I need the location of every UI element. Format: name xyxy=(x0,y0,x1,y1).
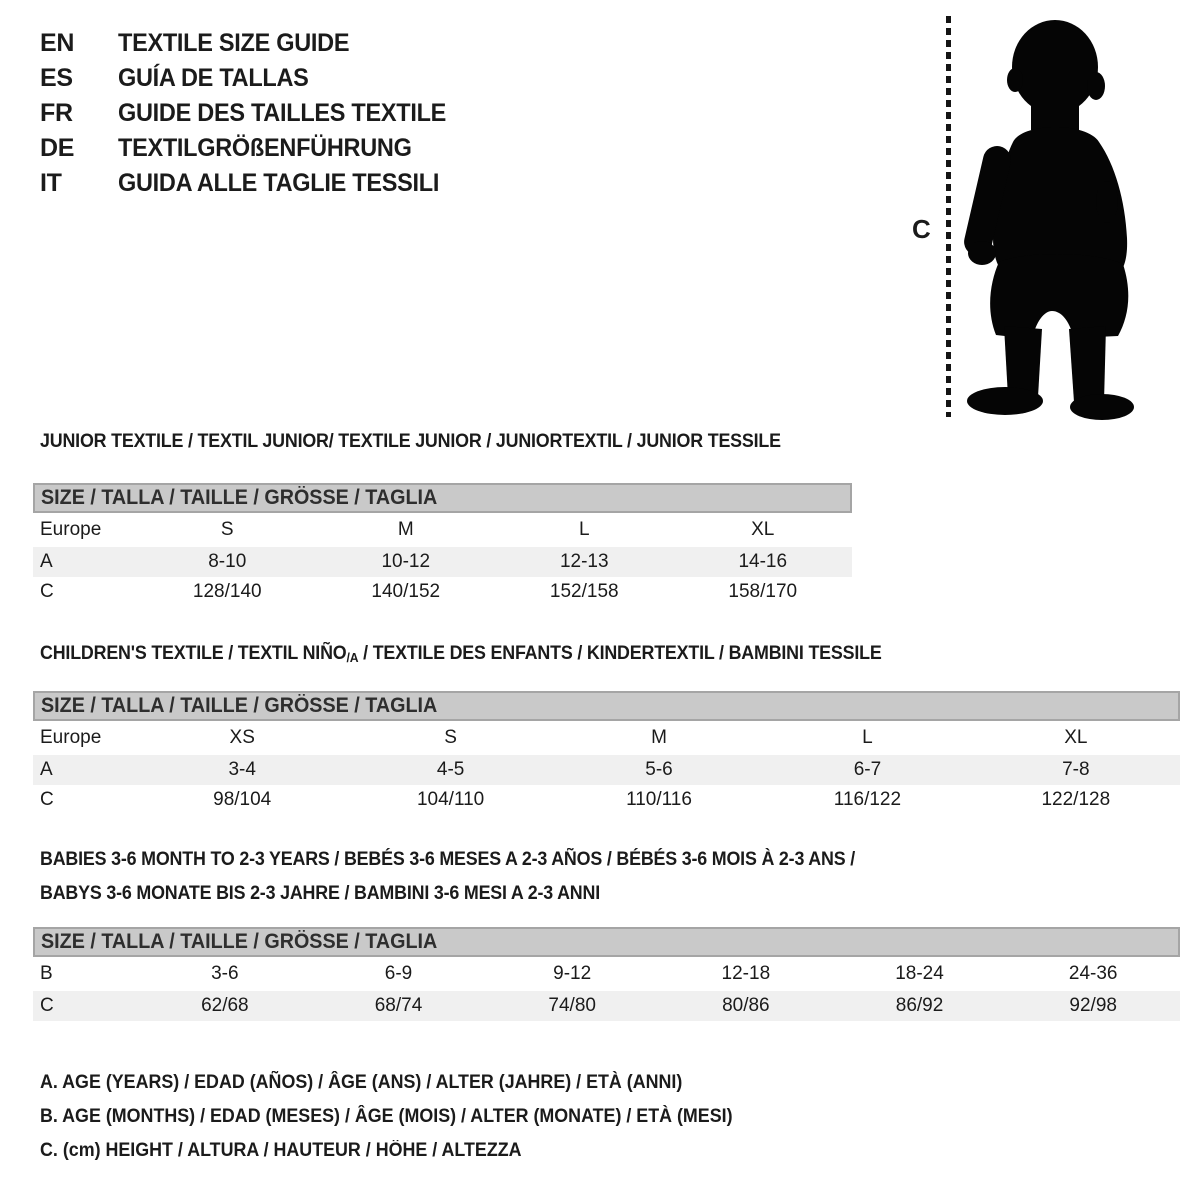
size-cell: 9-12 xyxy=(553,963,592,984)
language-code: EN xyxy=(40,29,75,57)
row-label: C xyxy=(40,995,54,1016)
size-cell: 7-8 xyxy=(1062,759,1090,780)
size-cell: 12-13 xyxy=(559,551,609,572)
legend-note-text: A. AGE (YEARS) / EDAD (AÑOS) / ÂGE (ANS) / ALTER (JAHRE) / ETÀ (ANNI) xyxy=(40,1072,683,1093)
row-label: B xyxy=(40,963,53,984)
language-title-list xyxy=(40,26,467,201)
size-cell: 122/128 xyxy=(1041,789,1111,810)
size-cell: S xyxy=(220,519,234,540)
size-cell: 24-36 xyxy=(1068,963,1118,984)
legend-note-text: C. (cm) HEIGHT / ALTURA / HAUTEUR / HÖHE / ALTEZZA xyxy=(40,1140,522,1161)
size-cell: 12-18 xyxy=(721,963,771,984)
size-cell: 104/110 xyxy=(416,789,485,810)
row-label: A xyxy=(40,759,53,780)
size-table-row xyxy=(33,755,1180,785)
size-table-row xyxy=(33,991,1180,1021)
size-cell: M xyxy=(651,727,667,748)
size-cell: L xyxy=(578,519,590,540)
size-cell: S xyxy=(444,727,457,748)
section-title-suffix: / TEXTILE DES ENFANTS / KINDERTEXTIL / BAMBINI TESSILE xyxy=(358,643,882,664)
language-code: FR xyxy=(40,99,73,127)
size-cell: 86/92 xyxy=(895,995,944,1016)
size-cell: 140/152 xyxy=(371,581,441,602)
legend-note-text: B. AGE (MONTHS) / EDAD (MESES) / ÂGE (MOIS) / ALTER (MONATE) / ETÀ (MESI) xyxy=(40,1106,733,1127)
size-cell: 128/140 xyxy=(192,581,262,602)
height-measure-label: C xyxy=(912,214,931,244)
size-header-text: SIZE / TALLA / TAILLE / GRÖSSE / TAGLIA xyxy=(41,486,438,509)
size-table-row xyxy=(33,957,1180,991)
legend-notes xyxy=(40,1066,777,1168)
size-cell: 68/74 xyxy=(374,995,423,1016)
size-table-row xyxy=(33,513,852,547)
language-title-row xyxy=(40,131,467,166)
size-table-header xyxy=(33,483,852,513)
language-guide-title: TEXTILE SIZE GUIDE xyxy=(118,29,350,57)
language-code: IT xyxy=(40,169,62,197)
language-title-row xyxy=(40,26,467,61)
section-title-prefix: CHILDREN'S TEXTILE / TEXTIL NIÑO xyxy=(40,643,347,664)
section-title-text: JUNIOR TEXTILE / TEXTIL JUNIOR/ TEXTILE JUNIOR / JUNIORTEXTIL / JUNIOR TESSILE xyxy=(40,431,781,452)
children-size-table xyxy=(33,691,1180,815)
size-cell: 74/80 xyxy=(548,995,596,1016)
size-cell: XS xyxy=(229,727,255,748)
size-cell: M xyxy=(397,519,414,540)
section-title-text xyxy=(40,643,882,666)
size-cell: 110/116 xyxy=(626,789,692,810)
language-guide-title: GUIDA ALLE TAGLIE TESSILI xyxy=(118,169,440,197)
row-label: C xyxy=(40,581,54,602)
toddler-silhouette-icon xyxy=(955,10,1145,422)
size-cell: XL xyxy=(751,519,775,540)
size-table-row xyxy=(33,785,1180,815)
section-title-text: BABYS 3-6 MONATE BIS 2-3 JAHRE / BAMBINI 3-6 MESI A 2-3 ANNI xyxy=(40,883,601,904)
size-cell: 80/86 xyxy=(722,995,770,1016)
size-table-row xyxy=(33,547,852,577)
language-guide-title: GUIDE DES TAILLES TEXTILE xyxy=(118,99,447,127)
section-title-babies-line2 xyxy=(40,883,636,905)
section-title-junior xyxy=(40,431,828,453)
row-label: Europe xyxy=(40,727,102,748)
size-header-text: SIZE / TALLA / TAILLE / GRÖSSE / TAGLIA xyxy=(41,930,438,953)
language-code: DE xyxy=(40,134,75,162)
size-cell: 152/158 xyxy=(549,581,619,602)
row-label: Europe xyxy=(40,519,102,540)
size-cell: 158/170 xyxy=(728,581,798,602)
language-code: ES xyxy=(40,64,73,92)
size-cell: 5-6 xyxy=(645,759,673,780)
language-title-row xyxy=(40,96,467,131)
size-table-header xyxy=(33,691,1180,721)
legend-note-a xyxy=(40,1066,777,1100)
language-title-row xyxy=(40,166,467,201)
size-table-row xyxy=(33,577,852,607)
size-table-header xyxy=(33,927,1180,957)
section-title-text: BABIES 3-6 MONTH TO 2-3 YEARS / BEBÉS 3-6 MESES A 2-3 AÑOS / BÉBÉS 3-6 MOIS À 2-3 ANS / xyxy=(40,849,855,870)
section-title-babies-line1 xyxy=(40,849,907,871)
size-cell: 8-10 xyxy=(208,551,247,572)
size-header-text: SIZE / TALLA / TAILLE / GRÖSSE / TAGLIA xyxy=(41,694,438,717)
size-cell: 6-9 xyxy=(384,963,413,984)
size-cell: 3-6 xyxy=(211,963,239,984)
size-cell: 62/68 xyxy=(201,995,249,1016)
size-cell: 116/122 xyxy=(833,789,902,810)
size-table-row xyxy=(33,721,1180,755)
size-cell: L xyxy=(862,727,873,748)
size-cell: XL xyxy=(1064,727,1088,748)
language-guide-title: TEXTILGRÖßENFÜHRUNG xyxy=(118,134,412,162)
size-cell: 98/104 xyxy=(213,789,272,810)
size-cell: 14-16 xyxy=(738,551,788,572)
babies-size-table xyxy=(33,927,1180,1021)
legend-note-c xyxy=(40,1134,777,1168)
row-label: C xyxy=(40,789,54,810)
legend-note-b xyxy=(40,1100,777,1134)
language-title-row xyxy=(40,61,467,96)
size-cell: 3-4 xyxy=(228,759,256,780)
row-label: A xyxy=(40,551,53,572)
section-title-children xyxy=(40,643,935,666)
size-cell: 18-24 xyxy=(895,963,944,984)
language-guide-title: GUÍA DE TALLAS xyxy=(118,64,309,92)
size-cell: 4-5 xyxy=(436,759,465,780)
size-cell: 10-12 xyxy=(381,551,431,572)
section-title-sub: /A xyxy=(346,650,359,665)
junior-size-table xyxy=(33,483,852,607)
size-cell: 6-7 xyxy=(853,759,882,780)
height-measure-line xyxy=(946,16,951,417)
size-cell: 92/98 xyxy=(1069,995,1117,1016)
